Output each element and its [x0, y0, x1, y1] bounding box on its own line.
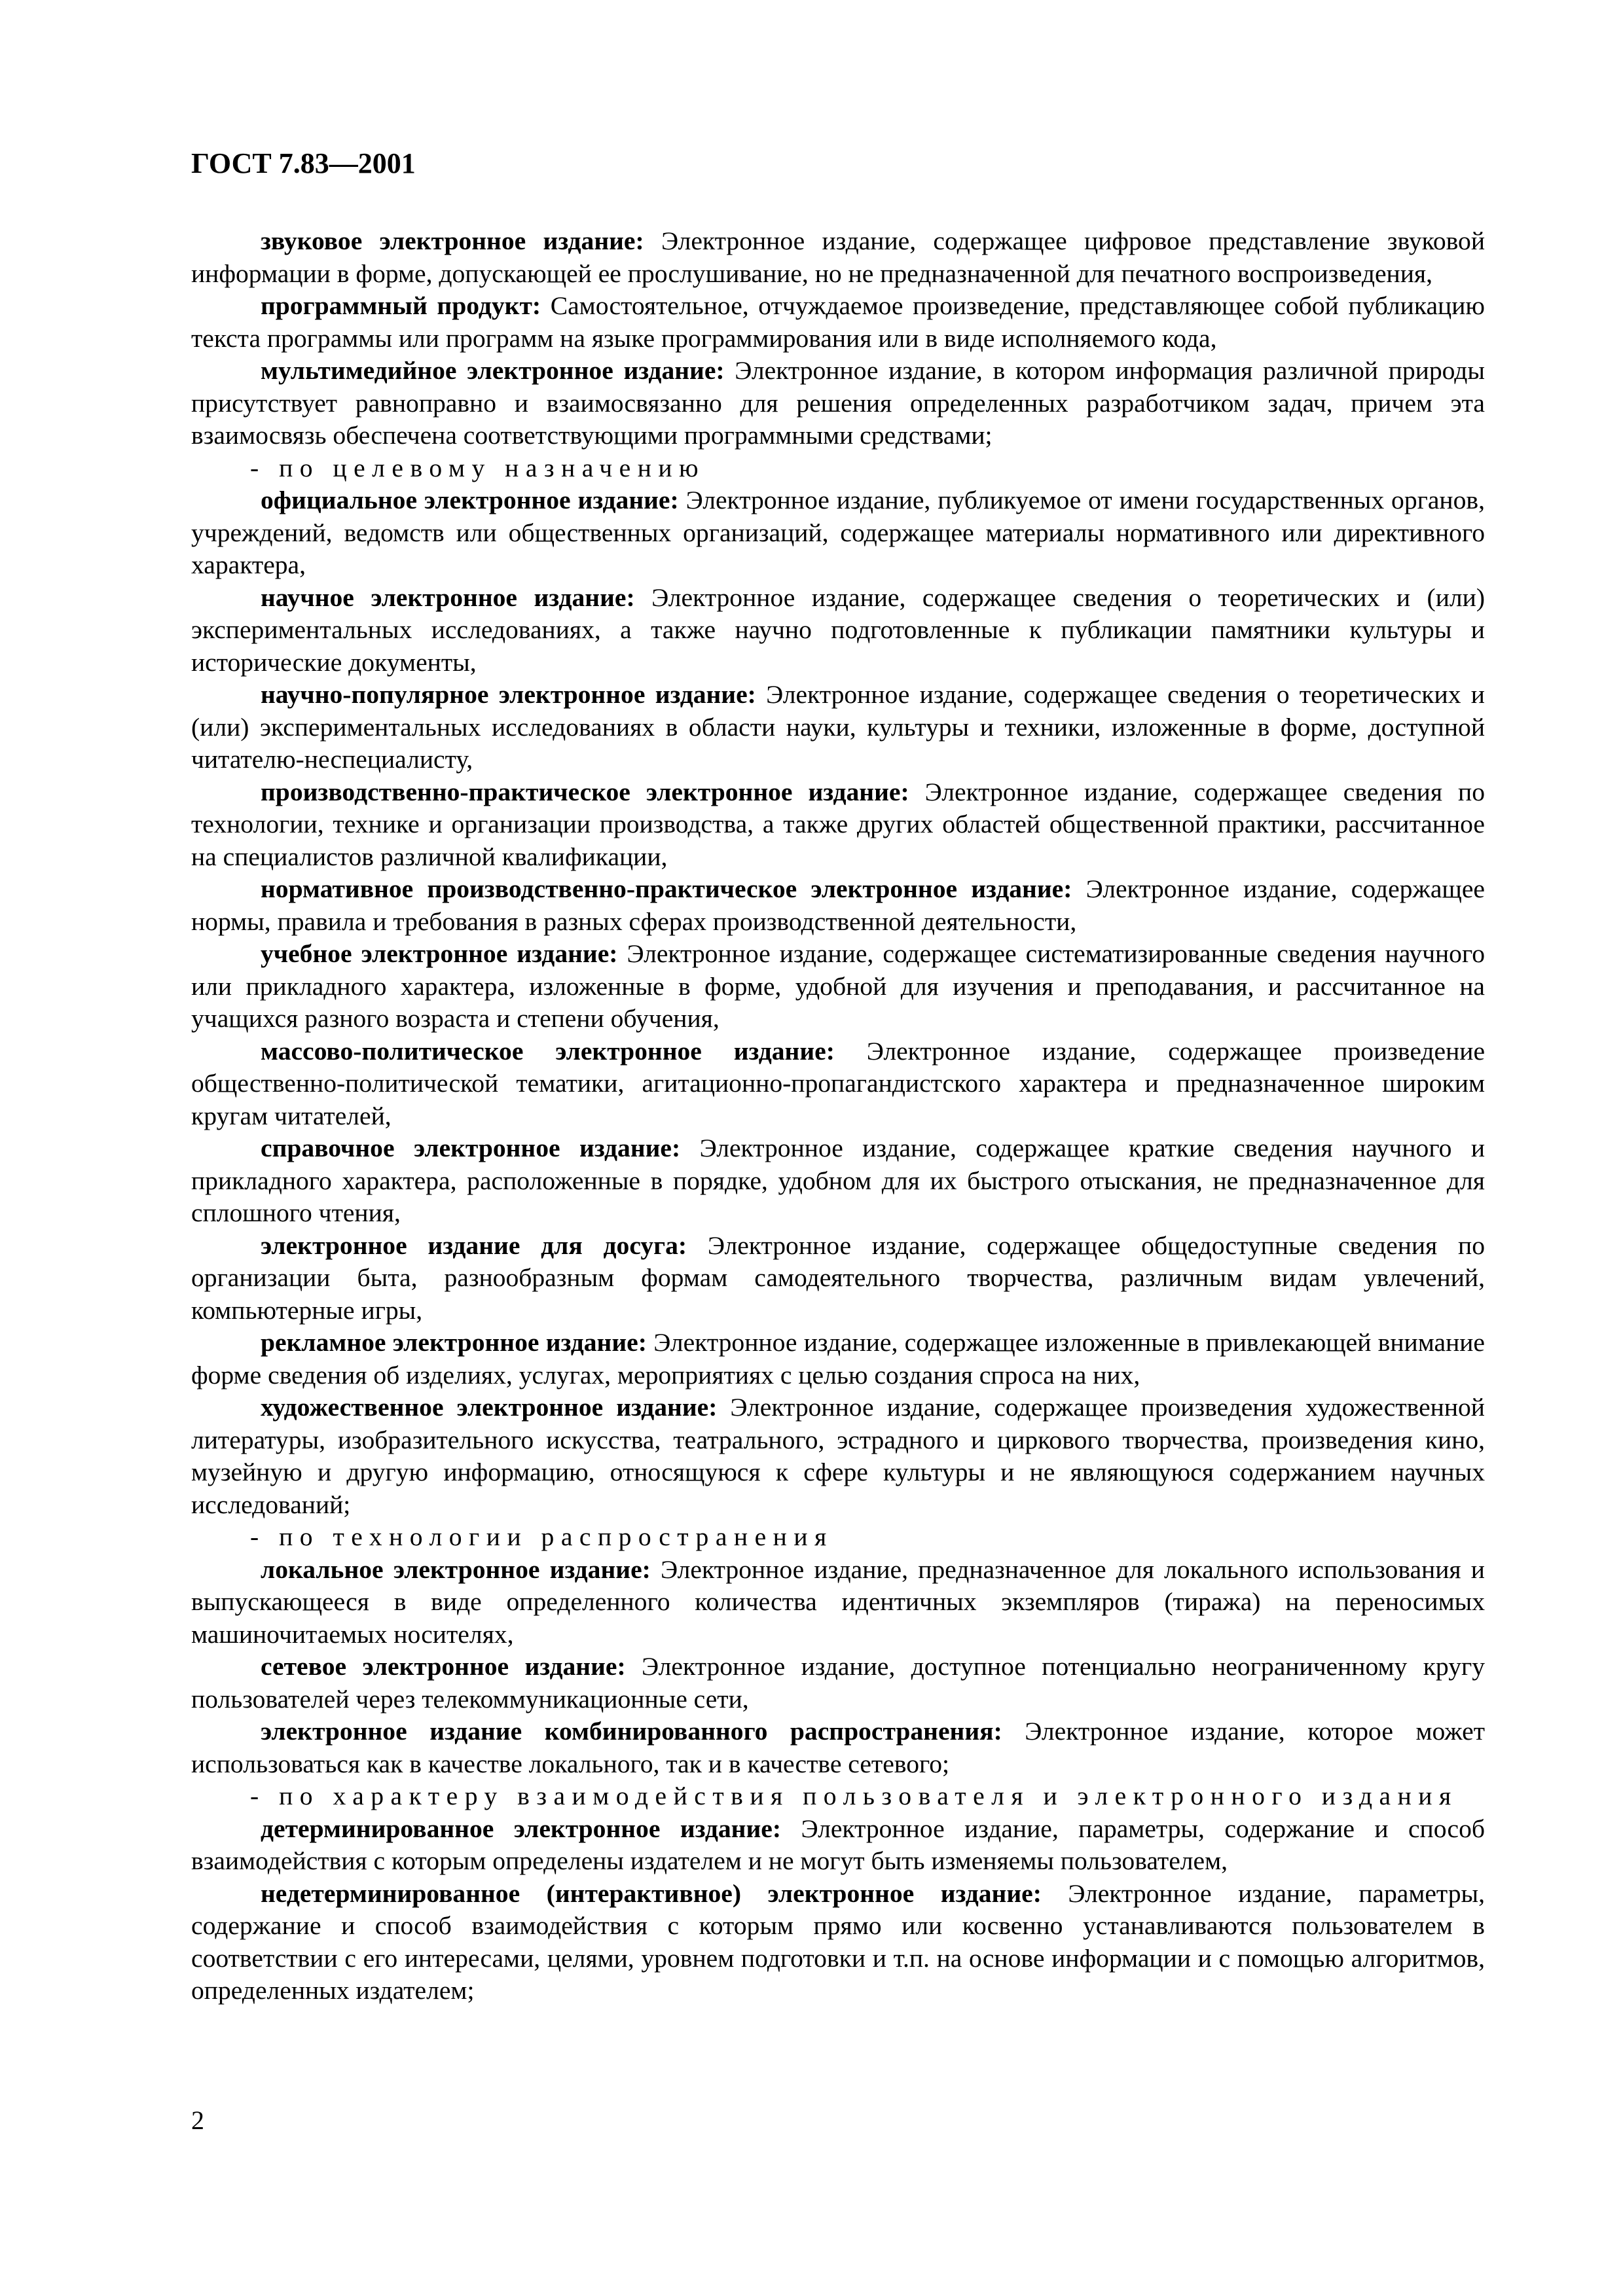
definition-term: мультимедийное электронное издание:	[261, 356, 725, 385]
definition-text: Электронное издание, предназначенное для локального использования и выпускающееся в виде определенного количества идентичных экземпляров (тиража) на переносимых машиночитаемых носителях,	[191, 1554, 1485, 1649]
definition-term: нормативное производственно-практическое электронное издание:	[261, 874, 1072, 903]
definition-text: Электронное издание, параметры, содержание и способ взаимодействия с которым определены издателем и не могут быть изменяемы пользователем,	[191, 1814, 1485, 1875]
definition-entry	[191, 582, 1485, 679]
section-heading: - по технологии распространения	[250, 1522, 833, 1551]
definition-entry	[191, 873, 1485, 938]
page-number: 2	[191, 2106, 204, 2135]
definition-entry	[191, 1132, 1485, 1230]
definition-entry	[191, 679, 1485, 776]
definition-text: Электронное издание, параметры, содержание и способ взаимодействия с которым прямо или косвенно устанавливаются пользователем в соответствии с его интересами, целями, уровнем подготовки и т.п. на основе информации и с помощью алгоритмов, определенных издателем;	[191, 1878, 1485, 2005]
definition-entry	[191, 290, 1485, 355]
definition-entry	[191, 1715, 1485, 1780]
definition-text: Электронное издание, содержащее общедоступные сведения по организации быта, разнообразным формам самодеятельного творчества, различным видам увлечений, компьютерные игры,	[191, 1230, 1485, 1325]
definition-text: Электронное издание, которое может использоваться как в качестве локального, так и в качестве сетевого;	[191, 1717, 1485, 1778]
definition-text: Электронное издание, содержащее нормы, правила и требования в разных сферах производственной деятельности,	[191, 874, 1485, 936]
definition-entry	[191, 225, 1485, 290]
definition-text: Электронное издание, содержащее сведения по технологии, технике и организации производства, а также других областей общественной практики, рассчитанное на специалистов различной квалификации,	[191, 777, 1486, 871]
definition-text: Электронное издание, в котором информация различной природы присутствует равноправно и взаимосвязанно для решения определенных разработчиком задач, причем эта взаимосвязь обеспечена соответствующими программными средствами;	[191, 356, 1485, 450]
definition-term: научное электронное издание:	[261, 583, 635, 612]
document-code-header: ГОСТ 7.83—2001	[191, 147, 416, 179]
definition-term: сетевое электронное издание:	[261, 1652, 626, 1681]
definition-text: Электронное издание, доступное потенциально неограниченному кругу пользователей через телекоммуникационные сети,	[191, 1652, 1486, 1713]
definition-term: недетерминированное (интерактивное) электронное издание:	[261, 1878, 1042, 1908]
definition-term: программный продукт:	[261, 291, 541, 320]
definition-term: официальное электронное издание:	[261, 486, 679, 514]
definition-text: Электронное издание, содержащее произведение общественно-политической тематики, агитационно-пропагандистского характера и предназначенное широким кругам читателей,	[191, 1036, 1486, 1130]
definition-term: электронное издание комбинированного распространения:	[261, 1717, 1002, 1746]
definition-term: рекламное электронное издание:	[261, 1328, 647, 1357]
definition-entry	[191, 938, 1485, 1035]
definition-text: Электронное издание, содержащее изложенные в привлекающей внимание форме сведения об изделиях, услугах, мероприятиях с целью создания спроса на них,	[191, 1328, 1485, 1390]
definition-entry	[191, 1230, 1485, 1327]
definition-entry	[191, 1327, 1485, 1391]
definition-term: учебное электронное издание:	[261, 939, 618, 968]
definition-text: Электронное издание, содержащее сведения о теоретических и (или) экспериментальных исследованиях в области науки, культуры и техники, изложенные в форме, доступной читателю-неспециалисту,	[191, 680, 1485, 774]
definition-text: Электронное издание, содержащее сведения о теоретических и (или) экспериментальных исследованиях, а также научно подготовленные к публикации памятники культуры и исторические документы,	[191, 583, 1485, 677]
definition-term: локальное электронное издание:	[261, 1554, 651, 1584]
definition-entry	[191, 1813, 1485, 1878]
definition-entry	[191, 1651, 1485, 1715]
definition-text: Электронное издание, содержащее краткие сведения научного и прикладного характера, расположенные в порядке, удобном для их быстрого отыскания, не предназначенное для сплошного чтения,	[191, 1134, 1485, 1227]
definition-entry	[191, 355, 1485, 452]
definition-entry	[191, 1391, 1485, 1521]
definition-entry	[191, 1554, 1485, 1651]
definition-term: научно-популярное электронное издание:	[261, 680, 756, 709]
definition-entry	[191, 1878, 1485, 2007]
definitions-body	[191, 225, 1485, 2007]
definition-entry	[191, 1035, 1485, 1133]
definition-term: производственно-практическое электронное издание:	[261, 777, 909, 806]
definition-term: художественное электронное издание:	[261, 1393, 718, 1422]
definition-entry	[191, 484, 1485, 582]
section-heading: - по характеру взаимодействия пользователя и электронного издания	[250, 1782, 1458, 1810]
definition-term: справочное электронное издание:	[261, 1134, 681, 1162]
definition-entry	[191, 776, 1485, 874]
definition-text: Электронное издание, содержащее цифровое представление звуковой информации в форме, допускающей ее прослушивание, но не предназначенной для печатного воспроизведения,	[191, 226, 1486, 288]
definition-text: Электронное издание, содержащее произведения художественной литературы, изобразительного искусства, театрального, эстрадного и циркового творчества, произведения кино, музейную и другую информацию, относящуюся к сфере культуры и не являющуюся содержанием научных исследований;	[191, 1393, 1485, 1519]
definition-text: Самостоятельное, отчуждаемое произведение, представляющее собой публикацию текста программы или программ на языке программирования или в виде исполняемого кода,	[191, 291, 1485, 353]
definition-term: электронное издание для досуга:	[261, 1230, 687, 1260]
definition-term: детерминированное электронное издание:	[261, 1814, 782, 1843]
definition-term: звуковое электронное издание:	[261, 226, 644, 255]
definition-term: массово-политическое электронное издание:	[261, 1036, 835, 1066]
definition-text: Электронное издание, содержащее систематизированные сведения научного или прикладного характера, изложенные в форме, удобной для изучения и преподавания, и рассчитанное на учащихся разного возраста и степени обучения,	[191, 939, 1485, 1033]
definition-text: Электронное издание, публикуемое от имени государственных органов, учреждений, ведомств или общественных организаций, содержащее материалы нормативного или директивного характера,	[191, 486, 1485, 579]
section-heading: - по целевому назначению	[250, 453, 706, 482]
